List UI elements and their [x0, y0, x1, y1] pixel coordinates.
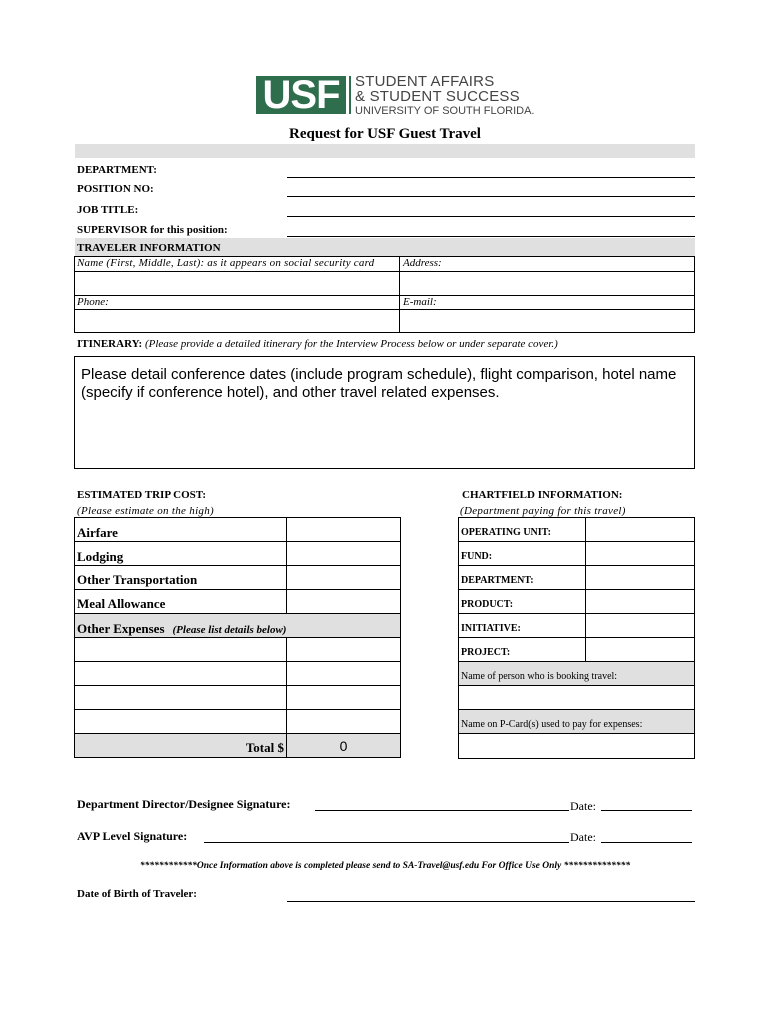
booker-label: Name of person who is booking travel:	[461, 671, 618, 682]
other-transportation-amount-field[interactable]	[286, 565, 401, 590]
initiative-label: INITIATIVE:	[461, 623, 521, 634]
product-label: PRODUCT:	[461, 599, 514, 610]
other-expense-desc-field[interactable]	[74, 637, 287, 662]
other-expense-desc-field[interactable]	[74, 685, 287, 710]
usf-logo-text: USF	[262, 73, 340, 117]
other-expenses-note: (Please list details below)	[172, 624, 287, 636]
cost-table	[74, 517, 401, 758]
meal-allowance-amount-field[interactable]	[286, 589, 401, 614]
logo-divider	[349, 76, 351, 114]
director-date-field[interactable]	[601, 810, 692, 811]
other-expense-amount-field[interactable]	[286, 661, 401, 686]
total-value-cell	[286, 733, 401, 758]
name-label: Name (First, Middle, Last): as it appears on social security card	[77, 257, 375, 269]
chartfield-department-field[interactable]	[585, 565, 695, 590]
product-field[interactable]	[585, 589, 695, 614]
fund-label: FUND:	[461, 551, 493, 562]
other-expense-desc-field[interactable]	[74, 709, 287, 734]
lodging-label: Lodging	[77, 549, 124, 564]
cost-row-label-cell	[74, 565, 287, 590]
pcard-field[interactable]	[458, 733, 695, 759]
total-label: Total $	[245, 740, 284, 755]
fund-field[interactable]	[585, 541, 695, 566]
avp-signature-label: AVP Level Signature:	[77, 829, 188, 843]
cost-subheading: (Please estimate on the high)	[77, 505, 214, 517]
dob-label: Date of Birth of Traveler:	[77, 888, 197, 900]
supervisor-field[interactable]	[287, 236, 695, 237]
chartfield-subheading: (Department paying for this travel)	[460, 505, 626, 517]
cost-row-label-cell	[74, 589, 287, 614]
chartfield-label-cell	[458, 589, 586, 614]
other-expenses-row	[74, 613, 401, 638]
meal-allowance-label: Meal Allowance	[77, 596, 166, 611]
supervisor-label: SUPERVISOR for this position:	[77, 224, 228, 236]
booker-field[interactable]	[458, 685, 695, 710]
pcard-label-cell	[458, 709, 695, 734]
itinerary-note: (Please provide a detailed itinerary for the Interview Process below or under separate cover.)	[144, 338, 558, 350]
lodging-amount-field[interactable]	[286, 541, 401, 566]
email-label: E-mail:	[403, 296, 437, 308]
operating-unit-field[interactable]	[585, 517, 695, 542]
director-date-label: Date:	[570, 799, 596, 813]
initiative-field[interactable]	[585, 613, 695, 638]
project-field[interactable]	[585, 637, 695, 662]
other-expense-amount-field[interactable]	[286, 685, 401, 710]
department-label: DEPARTMENT:	[77, 164, 157, 176]
avp-date-field[interactable]	[601, 842, 692, 843]
chartfield-label-cell	[458, 637, 586, 662]
traveler-heading: TRAVELER INFORMATION	[77, 242, 221, 254]
other-expense-amount-field[interactable]	[286, 709, 401, 734]
traveler-table	[74, 256, 695, 333]
itinerary-textarea[interactable]	[74, 356, 695, 469]
other-expense-amount-field[interactable]	[286, 637, 401, 662]
position-no-field[interactable]	[287, 196, 695, 197]
email-field[interactable]	[401, 310, 693, 331]
itinerary-label: ITINERARY:	[77, 338, 143, 350]
dob-field[interactable]	[287, 901, 695, 902]
chartfield-label-cell	[458, 541, 586, 566]
chartfield-label-cell	[458, 565, 586, 590]
job-title-field[interactable]	[287, 216, 695, 217]
itinerary-content: Please detail conference dates (include program schedule), flight comparison, hotel name (specify if conference hotel), and other travel related expenses.	[81, 366, 677, 401]
airfare-amount-field[interactable]	[286, 517, 401, 542]
booker-label-cell	[458, 661, 695, 686]
header-band	[75, 144, 695, 158]
total-value: 0	[339, 738, 348, 754]
cost-row-label-cell	[74, 541, 287, 566]
cost-row-label-cell	[74, 517, 287, 542]
pcard-label: Name on P-Card(s) used to pay for expenses:	[461, 719, 643, 730]
department-field[interactable]	[287, 177, 695, 178]
director-signature-label: Department Director/Designee Signature:	[77, 797, 291, 811]
chartfield-label-cell	[458, 517, 586, 542]
cost-heading: ESTIMATED TRIP COST:	[77, 489, 206, 501]
other-transportation-label: Other Transportation	[77, 572, 198, 587]
chartfield-heading: CHARTFIELD INFORMATION:	[462, 489, 623, 501]
address-field[interactable]	[401, 272, 693, 294]
name-field[interactable]	[76, 272, 398, 294]
project-label: PROJECT:	[461, 647, 511, 658]
address-label: Address:	[403, 257, 442, 269]
logo-line-2: & STUDENT SUCCESS	[355, 88, 520, 105]
footer-note: ************Once Information above is completed please send to SA-Travel@usf.edu For Office Use Only **************	[139, 861, 631, 871]
avp-date-label: Date:	[570, 830, 596, 844]
phone-label: Phone:	[77, 296, 109, 308]
operating-unit-label: OPERATING UNIT:	[461, 527, 551, 538]
avp-signature-field[interactable]	[204, 842, 569, 843]
page-title: Request for USF Guest Travel	[289, 126, 481, 142]
logo-line-3: UNIVERSITY OF SOUTH FLORIDA.	[355, 105, 535, 117]
other-expense-desc-field[interactable]	[74, 661, 287, 686]
job-title-label: JOB TITLE:	[77, 204, 139, 216]
chartfield-label-cell	[458, 613, 586, 638]
other-expenses-label: Other Expenses	[77, 621, 165, 636]
chartfield-table	[458, 517, 695, 759]
total-label-cell	[74, 733, 287, 758]
director-signature-field[interactable]	[315, 810, 569, 811]
phone-field[interactable]	[76, 310, 398, 331]
position-no-label: POSITION NO:	[77, 183, 154, 195]
logo-line-1: STUDENT AFFAIRS	[355, 73, 495, 90]
chartfield-department-label: DEPARTMENT:	[461, 575, 534, 586]
itinerary-line	[77, 338, 558, 350]
airfare-label: Airfare	[77, 525, 118, 540]
